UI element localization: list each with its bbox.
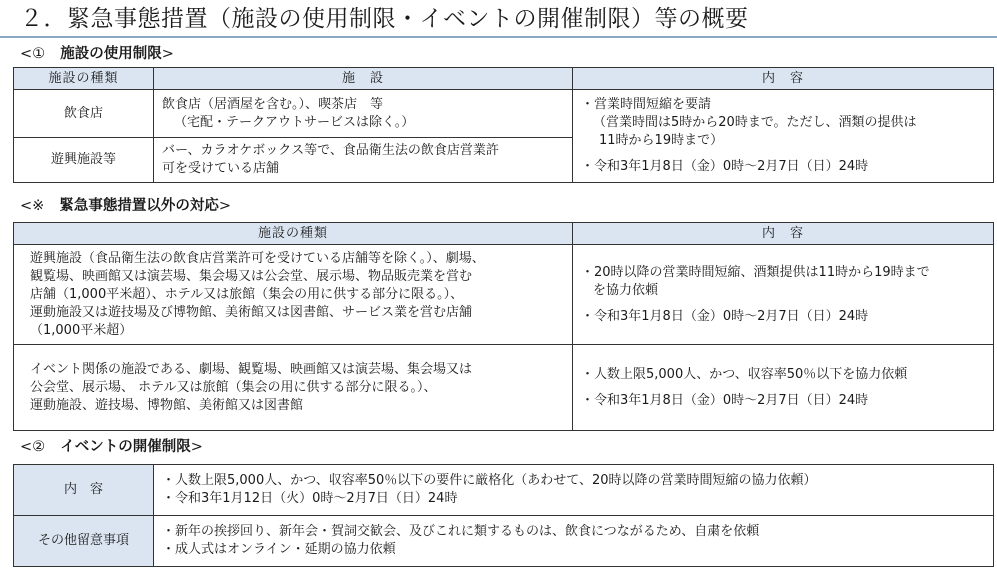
row-facility-general (14, 245, 573, 345)
page-title: ２．緊急事態措置（施設の使用制限・イベントの開催制限）等の概要 (20, 6, 749, 32)
facility-line: 遊興施設（食品衛生法の飲食店営業許可を受けている店舗等を除く。）、劇場、 (30, 250, 485, 266)
section2-heading (20, 196, 231, 216)
title-underline (0, 36, 997, 38)
section3-heading-text: イベントの開催制限 (60, 439, 191, 455)
label-other-notes: その他留意事項 (14, 516, 154, 567)
facility-restriction-table (13, 67, 994, 183)
content-line: 11時から19時まで） (599, 133, 724, 148)
facility-line: 飲食店（居酒屋を含む。）、喫茶店 等 (162, 96, 384, 112)
section2-heading-text: 緊急事態措置以外の対応 (59, 198, 219, 214)
content-line: ・20時以降の営業時間短縮、酒類提供は11時から19時まで (581, 264, 930, 280)
section1-heading (20, 44, 174, 64)
section2-heading-suffix: > (218, 198, 232, 214)
event-restriction-table (13, 464, 994, 567)
content-line: を協力依頼 (593, 282, 659, 298)
row-type-entertainment: 遊興施設等 (14, 138, 154, 183)
facility-line: イベント関係の施設である、劇場、観覧場、映画館又は演芸場、集会場又は (30, 361, 473, 377)
content-line: ・令和3年1月8日（金）0時～2月7日（日）24時 (581, 159, 869, 174)
header-content: 内 容 (573, 223, 994, 245)
label-content: 内 容 (14, 465, 154, 516)
facility-line: 公会堂、展示場、 ホテル又は旅館（集会の用に供する部分に限る。）、 (30, 379, 437, 395)
section2-heading-prefix: <※ (20, 198, 45, 214)
content-line: ・人数上限5,000人、かつ、収容率50％以下の要件に厳格化（あわせて、20時以降の営業時間短縮の協力依頼） (162, 473, 817, 488)
row-facility-restaurant (154, 90, 573, 138)
section3-heading (20, 437, 203, 457)
content-line: ・新年の挨拶回り、新年会・賀詞交歓会、及びこれに類するものは、飲食につながるため、自粛を依頼 (162, 524, 760, 539)
facility-line: 観覧場、映画館又は演芸場、集会場又は公会堂、展示場、物品販売業を営む (30, 268, 473, 284)
content-line: ・人数上限5,000人、かつ、収容率50％以下を協力依頼 (581, 366, 908, 382)
facility-line: バー、カラオケボックス等で、食品衛生法の飲食店営業許 (162, 143, 499, 158)
facility-line: 店舗（1,000平米超）、ホテル又は旅館（集会の用に供する部分に限る。）、 (30, 286, 464, 302)
event-content-cell (154, 465, 994, 516)
header-facility-type: 施設の種類 (14, 223, 573, 245)
non-emergency-table (13, 222, 994, 431)
content-line: ・令和3年1月12日（火）0時～2月7日（日）24時 (162, 491, 458, 506)
section3-heading-suffix: > (190, 439, 203, 455)
facility-line: 可を受けている店舗 (162, 161, 280, 176)
content-line: ・営業時間短縮を要請 (581, 97, 712, 112)
section1-heading-suffix: > (161, 46, 174, 62)
header-facility: 施 設 (154, 68, 573, 90)
content-line: （営業時間は5時から20時まで。ただし、酒類の提供は (593, 115, 917, 130)
content-cell (573, 90, 994, 183)
header-content: 内 容 (573, 68, 994, 90)
facility-line: 運動施設、遊技場、博物館、美術館又は図書館 (30, 397, 304, 413)
row-facility-event (14, 345, 573, 431)
row-type-restaurant: 飲食店 (14, 90, 154, 138)
row-facility-entertainment (154, 138, 573, 183)
facility-line: （1,000平米超） (30, 322, 133, 338)
row-content-general (573, 245, 994, 345)
header-facility-type: 施設の種類 (14, 68, 154, 90)
row-content-event (573, 345, 994, 431)
facility-line: 運動施設又は遊技場及び博物館、美術館又は図書館、サービス業を営む店舗 (30, 304, 473, 320)
content-line: ・令和3年1月8日（金）0時～2月7日（日）24時 (581, 392, 869, 408)
section3-heading-prefix: <② (20, 439, 46, 455)
content-line: ・成人式はオンライン・延期の協力依頼 (162, 542, 396, 557)
section1-heading-text: 施設の使用制限 (60, 46, 162, 62)
other-notes-cell (154, 516, 994, 567)
section1-heading-prefix: <① (20, 46, 46, 62)
facility-line: （宅配・テークアウトサービスは除く。） (174, 114, 415, 130)
content-line: ・令和3年1月8日（金）0時～2月7日（日）24時 (581, 308, 869, 324)
